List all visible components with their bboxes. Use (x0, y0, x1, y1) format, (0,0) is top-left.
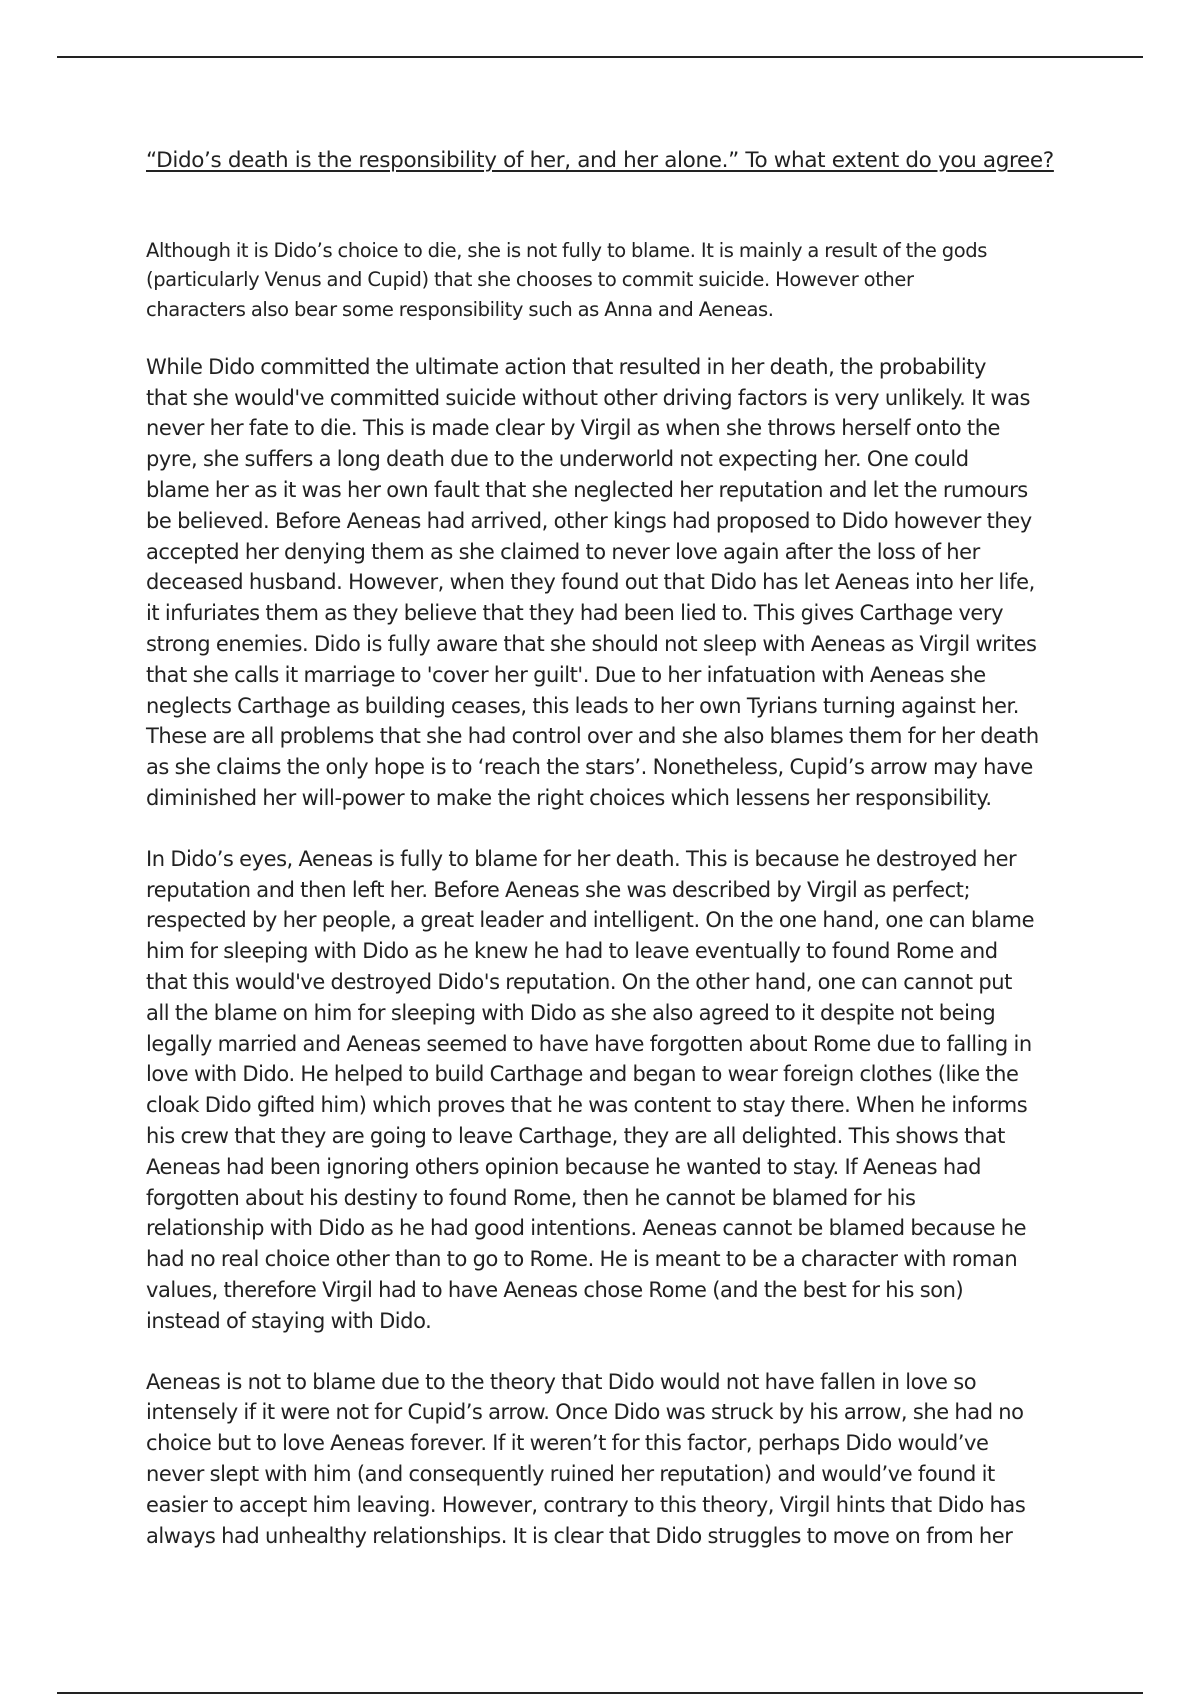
header-rule (57, 56, 1143, 58)
text-line: instead of staying with Dido. (146, 1308, 432, 1333)
text-line: accepted her denying them as she claimed to never love again after the loss of her (146, 539, 980, 564)
text-line: Although it is Dido’s choice to die, she is not fully to blame. It is mainly a result of the gods (146, 239, 987, 262)
text-line: neglects Carthage as building ceases, this leads to her own Tyrians turning against her. (146, 693, 1019, 718)
text-line: Aeneas is not to blame due to the theory that Dido would not have fallen in love so (146, 1369, 977, 1394)
text-line: that she would've committed suicide without other driving factors is very unlikely. It was (146, 385, 1031, 410)
text-line: diminished her will-power to make the right choices which lessens her responsibility. (146, 786, 992, 811)
text-line: forgotten about his destiny to found Rome, then he cannot be blamed for his (146, 1185, 916, 1210)
essay-title: “Dido’s death is the responsibility of her, and her alone.” To what extent do you agree? (146, 148, 1054, 173)
text-line: cloak Dido gifted him) which proves that he was content to stay there. When he informs (146, 1093, 1028, 1118)
text-line: legally married and Aeneas seemed to have have forgotten about Rome due to falling in (146, 1031, 1032, 1056)
text-line: values, therefore Virgil had to have Aeneas chose Rome (and the best for his son) (146, 1278, 964, 1302)
text-line: him for sleeping with Dido as he knew he had to leave eventually to found Rome and (146, 939, 998, 964)
text-line: be believed. Before Aeneas had arrived, other kings had proposed to Dido however they (146, 508, 1032, 533)
text-line: always had unhealthy relationships. It is clear that Dido struggles to move on from her (146, 1523, 1013, 1548)
text-line: never slept with him (and consequently ruined her reputation) and would’ve found it (146, 1461, 995, 1486)
text-line: While Dido committed the ultimate action that resulted in her death, the probability (146, 354, 986, 379)
text-line: characters also bear some responsibility such as Anna and Aeneas. (146, 297, 774, 321)
text-line: Aeneas had been ignoring others opinion because he wanted to stay. If Aeneas had (146, 1154, 982, 1179)
paragraph-dido-responsibility (146, 352, 1066, 814)
footer-rule (57, 1692, 1143, 1694)
text-line: reputation and then left her. Before Aeneas she was described by Virgil as perfect; (146, 877, 971, 902)
text-line: that this would've destroyed Dido's reputation. On the other hand, one can cannot put (146, 970, 1012, 995)
paragraph-cupid-arrow (146, 1367, 1066, 1552)
paragraph-aeneas-blame (146, 844, 1066, 1337)
text-line: These are all problems that she had control over and she also blames them for her death (146, 724, 1039, 749)
text-line: all the blame on him for sleeping with Dido as she also agreed to it despite not being (146, 1000, 996, 1025)
essay-body (146, 236, 1066, 1551)
text-line: blame her as it was her own fault that she neglected her reputation and let the rumours (146, 478, 1028, 503)
text-line: deceased husband. However, when they found out that Dido has let Aeneas into her life, (146, 570, 1035, 595)
text-line: intensely if it were not for Cupid’s arrow. Once Dido was struck by his arrow, she had no (146, 1400, 1024, 1425)
text-line: respected by her people, a great leader and intelligent. On the one hand, one can blame (146, 908, 1035, 933)
text-line: never her fate to die. This is made clear by Virgil as when she throws herself onto the (146, 416, 1001, 441)
text-line: love with Dido. He helped to build Carthage and began to wear foreign clothes (like the (146, 1062, 1019, 1087)
text-line: his crew that they are going to leave Carthage, they are all delighted. This shows that (146, 1124, 1005, 1149)
text-line: pyre, she suffers a long death due to the underworld not expecting her. One could (146, 447, 969, 472)
paragraph-intro (146, 236, 1066, 324)
text-line: choice but to love Aeneas forever. If it weren’t for this factor, perhaps Dido would’ve (146, 1431, 989, 1456)
text-line: (particularly Venus and Cupid) that she chooses to commit suicide. However other (146, 268, 914, 292)
text-line: it infuriates them as they believe that they had been lied to. This gives Carthage very (146, 601, 1004, 626)
text-line: In Dido’s eyes, Aeneas is fully to blame for her death. This is because he destroyed her (146, 846, 1017, 871)
text-line: that she calls it marriage to 'cover her guilt'. Due to her infatuation with Aeneas she (146, 662, 986, 687)
text-line: had no real choice other than to go to Rome. He is meant to be a character with roman (146, 1247, 1018, 1272)
text-line: relationship with Dido as he had good intentions. Aeneas cannot be blamed because he (146, 1216, 1027, 1241)
text-line: strong enemies. Dido is fully aware that she should not sleep with Aeneas as Virgil writes (146, 632, 1037, 657)
text-line: easier to accept him leaving. However, contrary to this theory, Virgil hints that Dido has (146, 1492, 1026, 1517)
text-line: as she claims the only hope is to ‘reach the stars’. Nonetheless, Cupid’s arrow may have (146, 755, 1033, 780)
